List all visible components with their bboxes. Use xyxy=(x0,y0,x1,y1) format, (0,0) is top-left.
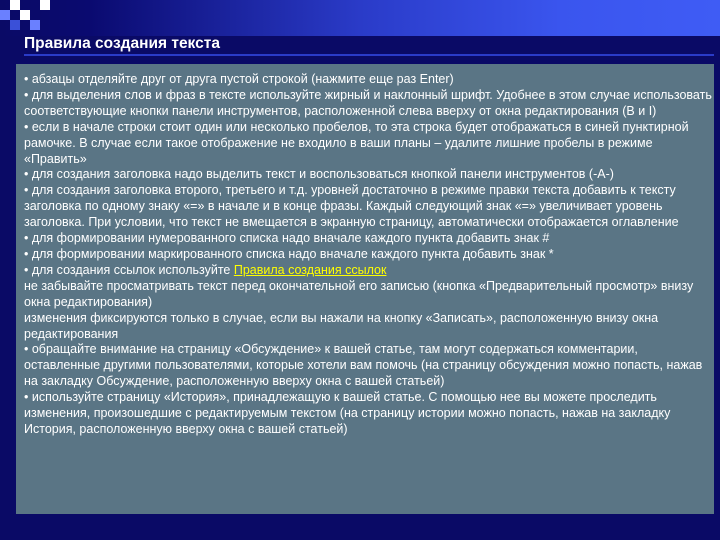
paragraph: • используйте страницу «История», принадлежащую к вашей статье. С помощью нее вы можете проследить изменения, произошедшие с редактируемым текстом (на страницу истории можно попасть, нажав на закладку История, расположенную вверху окна с вашей статьей) xyxy=(24,390,671,436)
body-text xyxy=(24,72,714,438)
header-gradient-bar xyxy=(0,0,720,36)
paragraph: • для создания заголовка надо выделить текст и воспользоваться кнопкой панели инструментов (-A-) xyxy=(24,167,614,182)
paragraph: изменения фиксируются только в случае, если вы нажали на кнопку «Записать», расположенную внизу окна редактирования xyxy=(24,310,659,341)
paragraph: • обращайте внимание на страницу «Обсуждение» к вашей статье, там могут содержаться комментарии, оставленные другими пользователями, которые хотели вам помочь (на страницу обсуждения можно попасть, нажав на закладку Обсуждение, расположенную вверху окна с вашей статьей) xyxy=(24,342,703,389)
paragraph: не забывайте просматривать текст перед окончательной его записью (кнопка «Предварительный просмотр» внизу окна редактирования) xyxy=(24,278,694,309)
paragraph: • если в начале строки стоит один или несколько пробелов, то эта строка будет отображаться в синей пунктирной рамочке. В случае если такое отображение не входило в ваши планы – удалите лишние пробелы в режиме «Править» xyxy=(24,119,689,166)
link-rules-links[interactable]: Правила создания ссылок xyxy=(233,262,387,277)
paragraph: • абзацы отделяйте друг от друга пустой строкой (нажмите еще раз Enter) xyxy=(24,72,454,86)
paragraph-with-link xyxy=(24,263,714,279)
paragraph: • для формировании маркированного списка надо вначале каждого пункта добавить знак * xyxy=(24,246,554,261)
paragraph: • для создания заголовка второго, третьего и т.д. уровней достаточно в режиме правки текста добавить к тексту заголовка по одному знаку «=» в начале и в конце фразы. Каждый следующий знак «=» увеличивает уровень заголовка. При условии, что текст не вмещается в экранную страницу, автоматически отображается оглавление xyxy=(24,183,679,230)
paragraph: • для выделения слов и фраз в тексте используйте жирный и наклонный шрифт. Удобнее в этом случае использовать соответствующие кнопки панели инструментов, расположенной слева вверху от окна редактирования (B и I) xyxy=(24,87,712,118)
slide-title: Правила создания текста xyxy=(24,35,220,52)
checkerboard-decoration xyxy=(0,0,60,36)
link-prefix: • для создания ссылок используйте xyxy=(24,262,234,277)
paragraph: • для формировании нумерованного списка надо вначале каждого пункта добавить знак # xyxy=(24,231,550,246)
title-underline xyxy=(24,54,714,56)
